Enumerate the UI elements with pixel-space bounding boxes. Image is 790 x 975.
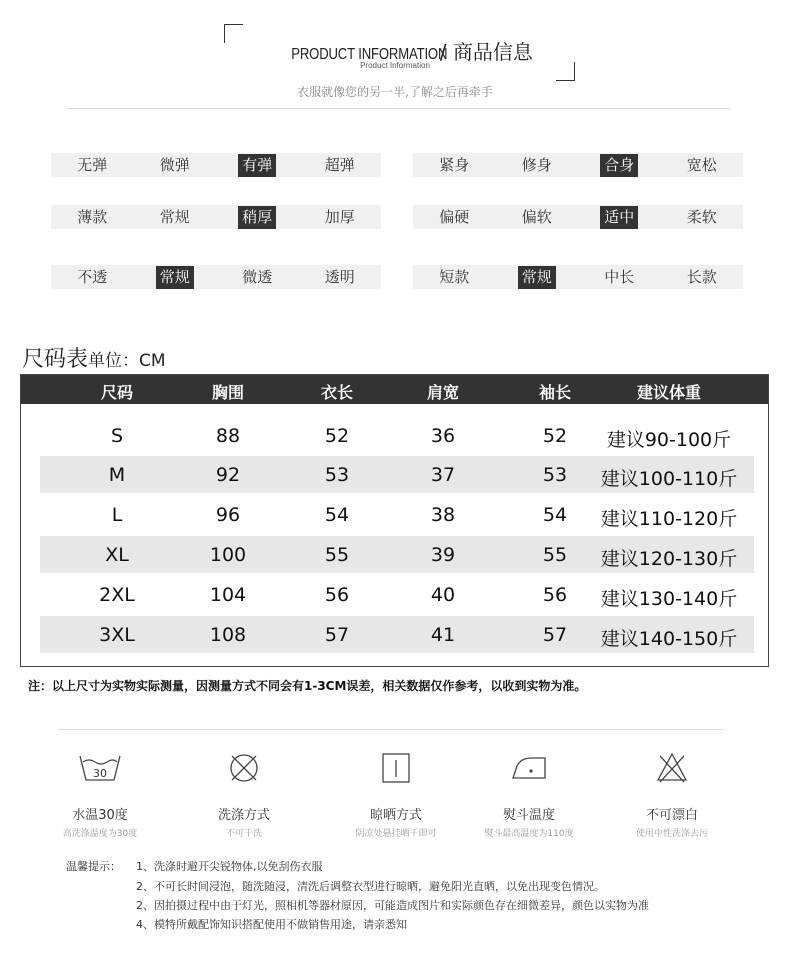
- table-cell: 39: [430, 544, 456, 566]
- table-cell: 建议110-120斤: [600, 508, 738, 530]
- attribute-option-selected: [578, 205, 661, 229]
- attribute-option-label: 长款: [686, 267, 717, 286]
- table-cell: 96: [215, 504, 241, 526]
- table-cell: 55: [324, 544, 350, 566]
- attribute-option: [216, 265, 299, 289]
- attribute-option-label: 稍厚: [238, 206, 276, 229]
- tip-item: 2、因拍摄过程中由于灯光，照相机等器材原因，可能造成图片和实际颜色存在细微差异，颜色以实物为准: [136, 899, 649, 912]
- attribute-option-label: 常规: [518, 266, 556, 289]
- table-cell: 建议90-100斤: [606, 429, 732, 451]
- attribute-option: [299, 153, 382, 177]
- attribute-row: [51, 153, 381, 177]
- attribute-option-label: 适中: [600, 206, 638, 229]
- table-cell: 92: [215, 464, 241, 486]
- attribute-option-label: 超弹: [324, 155, 355, 174]
- corner-bracket-bottom-right: [556, 62, 575, 81]
- attribute-row: [413, 153, 743, 177]
- attribute-row: [51, 205, 381, 229]
- attribute-option-label: 常规: [156, 266, 194, 289]
- table-row: [40, 616, 754, 653]
- care-label-dry: 晾晒方式: [369, 808, 422, 823]
- page-subtitle: Product Information: [360, 61, 430, 70]
- attribute-option: [413, 205, 496, 229]
- page-title-cn: / 商品信息: [433, 40, 533, 64]
- attribute-option: [299, 205, 382, 229]
- measurement-note: 注：以上尺寸为实物实际测量，因测量方式不同会有1-3CM误差，相关数据仅作参考，以收到实物为准。: [28, 679, 587, 693]
- size-chart-header-cell: 建议体重: [636, 383, 702, 402]
- attribute-option-label: 微弹: [159, 155, 190, 174]
- table-cell: L: [111, 504, 123, 526]
- attribute-option-selected: [496, 265, 579, 289]
- attribute-option: [661, 205, 744, 229]
- table-cell: 53: [324, 464, 350, 486]
- size-chart-title: [22, 342, 166, 373]
- attribute-option-label: 偏软: [521, 207, 552, 226]
- header-divider: [66, 108, 730, 109]
- care-item-wash-method: [174, 750, 314, 839]
- table-row: [40, 417, 754, 454]
- size-chart-table: [20, 374, 769, 667]
- care-item-wash: [30, 750, 170, 839]
- attribute-option: [413, 265, 496, 289]
- attribute-option-label: 修身: [521, 155, 552, 174]
- table-cell: 41: [430, 624, 456, 646]
- iron-icon: [507, 750, 551, 786]
- attribute-option-label: 中长: [604, 267, 635, 286]
- svg-text:30: 30: [93, 767, 107, 780]
- attribute-option-label: 有弹: [238, 154, 276, 177]
- no-bleach-icon: [654, 750, 690, 786]
- tip-item: 1、洗涤时避开尖锐物体,以免刮伤衣服: [136, 860, 323, 873]
- size-chart-header-cell: 肩宽: [426, 383, 460, 402]
- table-cell: 建议130-140斤: [600, 588, 738, 610]
- table-cell: 56: [542, 584, 568, 606]
- size-chart-unit: 单位：CM: [88, 351, 166, 371]
- table-cell: 建议120-130斤: [600, 548, 738, 570]
- attribute-row: [413, 205, 743, 229]
- table-cell: 53: [542, 464, 568, 486]
- table-row: [40, 536, 754, 573]
- attribute-option-label: 常规: [159, 207, 190, 226]
- table-cell: 88: [215, 425, 241, 447]
- table-cell: 100: [209, 544, 247, 566]
- table-cell: 56: [324, 584, 350, 606]
- attribute-option-selected: [578, 153, 661, 177]
- slogan: 衣服就像您的另一半,了解之后再牵手: [297, 85, 493, 99]
- care-sub-wash-method: 不可干洗: [225, 829, 262, 839]
- table-cell: 3XL: [99, 624, 135, 646]
- attribute-option: [661, 153, 744, 177]
- attribute-option: [496, 205, 579, 229]
- attribute-option: [51, 205, 134, 229]
- size-chart-header-row: [21, 375, 768, 404]
- no-dry-clean-icon: [226, 750, 262, 786]
- attribute-option-label: 微透: [242, 267, 273, 286]
- attribute-option-label: 短款: [439, 267, 470, 286]
- table-cell: 建议140-150斤: [600, 628, 738, 650]
- table-cell: 建议100-110斤: [600, 468, 738, 490]
- attribute-option-label: 紧身: [439, 155, 470, 174]
- attribute-option: [578, 265, 661, 289]
- care-label-bleach: 不可漂白: [645, 808, 698, 823]
- size-chart-title-text: 尺码表: [22, 347, 89, 372]
- line-dry-icon: [378, 750, 414, 786]
- table-cell: 52: [324, 425, 350, 447]
- care-label-iron: 熨斗温度: [502, 808, 555, 823]
- tip-item: 4、模特所戴配饰知识搭配使用不做销售用途，请亲悉知: [136, 918, 407, 931]
- care-item-bleach: [602, 750, 742, 839]
- attribute-option-label: 加厚: [324, 207, 355, 226]
- attribute-option-selected: [134, 265, 217, 289]
- size-chart-header-cell: 尺码: [100, 383, 134, 402]
- tip-item: 2、不可长时间浸泡，随洗随浸，清洗后调整衣型进行晾晒，避免阳光直晒，以免出现变色情况。: [136, 880, 605, 893]
- table-row: [40, 576, 754, 613]
- table-cell: 40: [430, 584, 456, 606]
- attribute-option: [299, 265, 382, 289]
- attribute-option-label: 柔软: [686, 207, 717, 226]
- attribute-option-selected: [216, 153, 299, 177]
- table-cell: 38: [430, 504, 456, 526]
- attribute-option: [134, 205, 217, 229]
- wash-30-icon: [76, 750, 124, 786]
- care-label-wash-method: 洗涤方式: [217, 808, 270, 823]
- size-chart-header-cell: 衣长: [320, 383, 354, 402]
- table-cell: S: [110, 425, 124, 447]
- table-cell: 54: [324, 504, 350, 526]
- table-cell: XL: [105, 544, 129, 566]
- care-item-dry: [326, 750, 466, 839]
- attribute-row: [51, 265, 381, 289]
- table-cell: 57: [542, 624, 568, 646]
- table-cell: M: [108, 464, 126, 486]
- table-cell: 2XL: [99, 584, 135, 606]
- attribute-option-label: 薄款: [77, 207, 108, 226]
- table-cell: 54: [542, 504, 568, 526]
- care-sub-dry: 阴凉处悬挂晒干即可: [355, 829, 437, 839]
- attribute-option: [134, 153, 217, 177]
- care-item-iron: [459, 750, 599, 839]
- attribute-option-selected: [216, 205, 299, 229]
- table-cell: 104: [209, 584, 247, 606]
- attribute-option: [51, 265, 134, 289]
- table-cell: 52: [542, 425, 568, 447]
- care-sub-wash: 高洗涤温度为30度: [62, 829, 138, 839]
- table-cell: 57: [324, 624, 350, 646]
- table-cell: 55: [542, 544, 568, 566]
- attribute-option-label: 偏硬: [439, 207, 470, 226]
- size-chart-header-cell: 袖长: [538, 383, 572, 402]
- care-sub-bleach: 使用中性洗涤去污: [635, 829, 708, 839]
- care-sub-iron: 熨斗最高温度为110度: [484, 829, 574, 839]
- care-label-wash: 水温30度: [72, 808, 128, 823]
- size-chart-header-cell: 胸围: [211, 383, 245, 402]
- care-divider: [58, 729, 724, 730]
- attribute-option-label: 不透: [77, 267, 108, 286]
- page-title-en: PRODUCT INFORMATION: [291, 46, 448, 63]
- attribute-row: [413, 265, 743, 289]
- table-cell: 108: [209, 624, 247, 646]
- table-cell: 37: [430, 464, 456, 486]
- attribute-option: [496, 153, 579, 177]
- table-row: [40, 456, 754, 493]
- table-row: [40, 496, 754, 533]
- attribute-option-label: 透明: [324, 267, 355, 286]
- tips-label: 温馨提示：: [66, 860, 121, 873]
- attribute-option-label: 宽松: [686, 155, 717, 174]
- attribute-option: [661, 265, 744, 289]
- attribute-option: [51, 153, 134, 177]
- attribute-option-label: 无弹: [77, 155, 108, 174]
- attribute-option-label: 合身: [600, 154, 638, 177]
- attribute-option: [413, 153, 496, 177]
- table-cell: 36: [430, 425, 456, 447]
